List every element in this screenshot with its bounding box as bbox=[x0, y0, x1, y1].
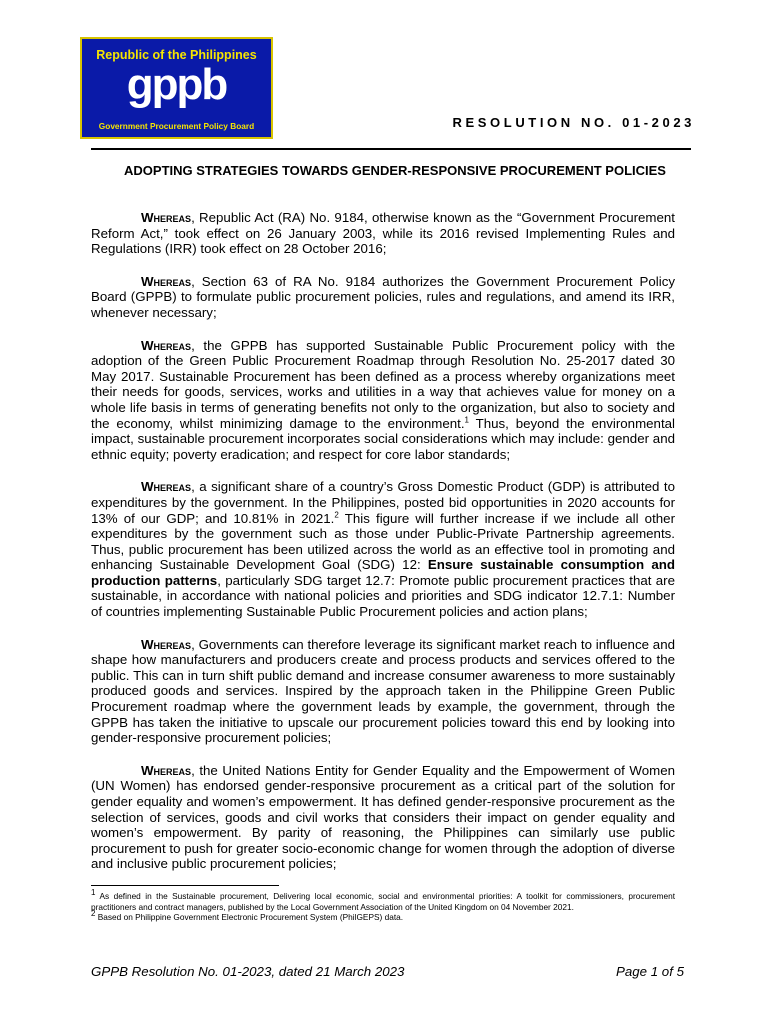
whereas-label: Whereas bbox=[141, 636, 192, 652]
resolution-title: ADOPTING STRATEGIES TOWARDS GENDER-RESPONSIVE PROCUREMENT POLICIES bbox=[124, 163, 666, 178]
paragraph-text: , a significant share of a country’s Gross Domestic Product (GDP) is attributed to expenditures by the government. In the Philippines, posted bid opportunities in 2020 accounts for 13% of our GDP; and 10.81% in 2021. bbox=[91, 479, 675, 526]
footnote-1 bbox=[91, 888, 675, 912]
footnote-divider bbox=[91, 885, 279, 886]
footnote-text: As defined in the Sustainable procurement, Delivering local economic, social and environmental priorities: A toolkit for commissioners, procurement practitioners and contract managers, published by the Local Government Association of the United Kingdom on 04 November 2021. bbox=[91, 891, 675, 912]
resolution-body bbox=[91, 210, 675, 889]
paragraph-6 bbox=[91, 763, 675, 872]
paragraph-text: Thus, beyond the environmental impact, sustainable procurement incorporates social considerations which may include: gender and ethnic equity; poverty eradication; and respect for core labor standards; bbox=[91, 415, 675, 462]
page-number: Page 1 of 5 bbox=[615, 964, 684, 979]
logo-top-text: Republic of the Philippines bbox=[96, 48, 257, 62]
paragraph-1 bbox=[91, 210, 675, 257]
paragraph-5 bbox=[91, 637, 675, 746]
footnotes bbox=[91, 888, 675, 923]
whereas-label: Whereas bbox=[141, 210, 192, 225]
whereas-label: Whereas bbox=[141, 273, 192, 289]
footnote-text: Based on Philippine Government Electronic Procurement System (PhilGEPS) data. bbox=[95, 912, 404, 922]
paragraph-text: , Republic Act (RA) No. 9184, otherwise known as the “Government Procurement Reform Act,” took effect on 26 January 2003, while its 2016 revised Implementing Rules and Regulations (IRR) took effect on 28 October 2016; bbox=[91, 210, 675, 257]
header-divider bbox=[91, 148, 691, 150]
paragraph-text: This figure will further increase if we include all other expenditures by the government such as those under Public-Private Partnership agreements. Thus, public procurement has been utilized across the world as an effective tool in promoting and enhancing Sustainable Development Goal (SDG) 12: bbox=[91, 510, 675, 573]
paragraph-4 bbox=[91, 479, 675, 619]
paragraph-2 bbox=[91, 274, 675, 321]
footnote-mark: 2 bbox=[91, 909, 96, 919]
gppb-logo bbox=[80, 37, 273, 139]
footer-resolution-info: GPPB Resolution No. 01-2023, dated 21 March 2023 bbox=[91, 964, 405, 979]
paragraph-3 bbox=[91, 338, 675, 463]
whereas-label: Whereas bbox=[141, 337, 192, 353]
whereas-label: Whereas bbox=[141, 479, 192, 495]
logo-bottom-text: Government Procurement Policy Board bbox=[98, 121, 255, 131]
paragraph-text: , the United Nations Entity for Gender Equality and the Empowerment of Women (UN Women) has endorsed gender-responsive procurement as a critical part of the solution for gender equality and women’s empowerment. It has defined gender-responsive procurement as the selection of services, goods and civil works that considers their impact on gender equality and women’s empowerment. By parity of reasoning, the Philippines can similarly use public procurement to push for greater socio-economic change for women through the adoption of diverse and inclusive public procurement policies; bbox=[91, 762, 675, 872]
logo-mark: gppb bbox=[126, 60, 227, 109]
paragraph-text: , particularly SDG target 12.7: Promote public procurement practices that are sustainable, in accordance with national policies and priorities and SDG indicator 12.7.1: Number of countries implementing Sustainable Public Procurement policies and action plans; bbox=[91, 572, 675, 620]
footnote-ref: 2 bbox=[334, 510, 339, 520]
resolution-number: RESOLUTION NO. 01-2023 bbox=[452, 115, 695, 130]
paragraph-text: , the GPPB has supported Sustainable Public Procurement policy with the adoption of the Green Public Procurement Roadmap through Resolution No. 25-2017 dated 30 May 2017. Sustainable Procurement has been defined as a process whereby organizations meet their needs for goods, services, works and utilities in a way that achieves value for money on a whole life basis in terms of generating benefits not only to the organization, but also to society and the economy, whilst minimizing damage to the environment. bbox=[91, 337, 675, 431]
paragraph-bold-text: Ensure sustainable consumption and production patterns bbox=[91, 557, 675, 588]
paragraph-text: , Section 63 of RA No. 9184 authorizes the Government Procurement Policy Board (GPPB) to formulate public procurement policies, rules and regulations, and amend its IRR, whenever necessary; bbox=[91, 273, 675, 320]
footnote-ref: 1 bbox=[464, 415, 469, 425]
paragraph-text: , Governments can therefore leverage its significant market reach to influence and shape how manufacturers and producers create and process products and services offered to the public. This can in turn shift public demand and increase consumer awareness to more sustainably produced goods and services. Inspired by the approach taken in the Philippine Green Public Procurement roadmap where the government leads by example, the government, through the GPPB has taken the initiative to upscale our procurement policies toward this end by looking into gender-responsive procurement policies; bbox=[91, 636, 675, 746]
whereas-label: Whereas bbox=[141, 762, 192, 778]
footnote-2 bbox=[91, 909, 675, 923]
footnote-mark: 1 bbox=[91, 888, 96, 898]
